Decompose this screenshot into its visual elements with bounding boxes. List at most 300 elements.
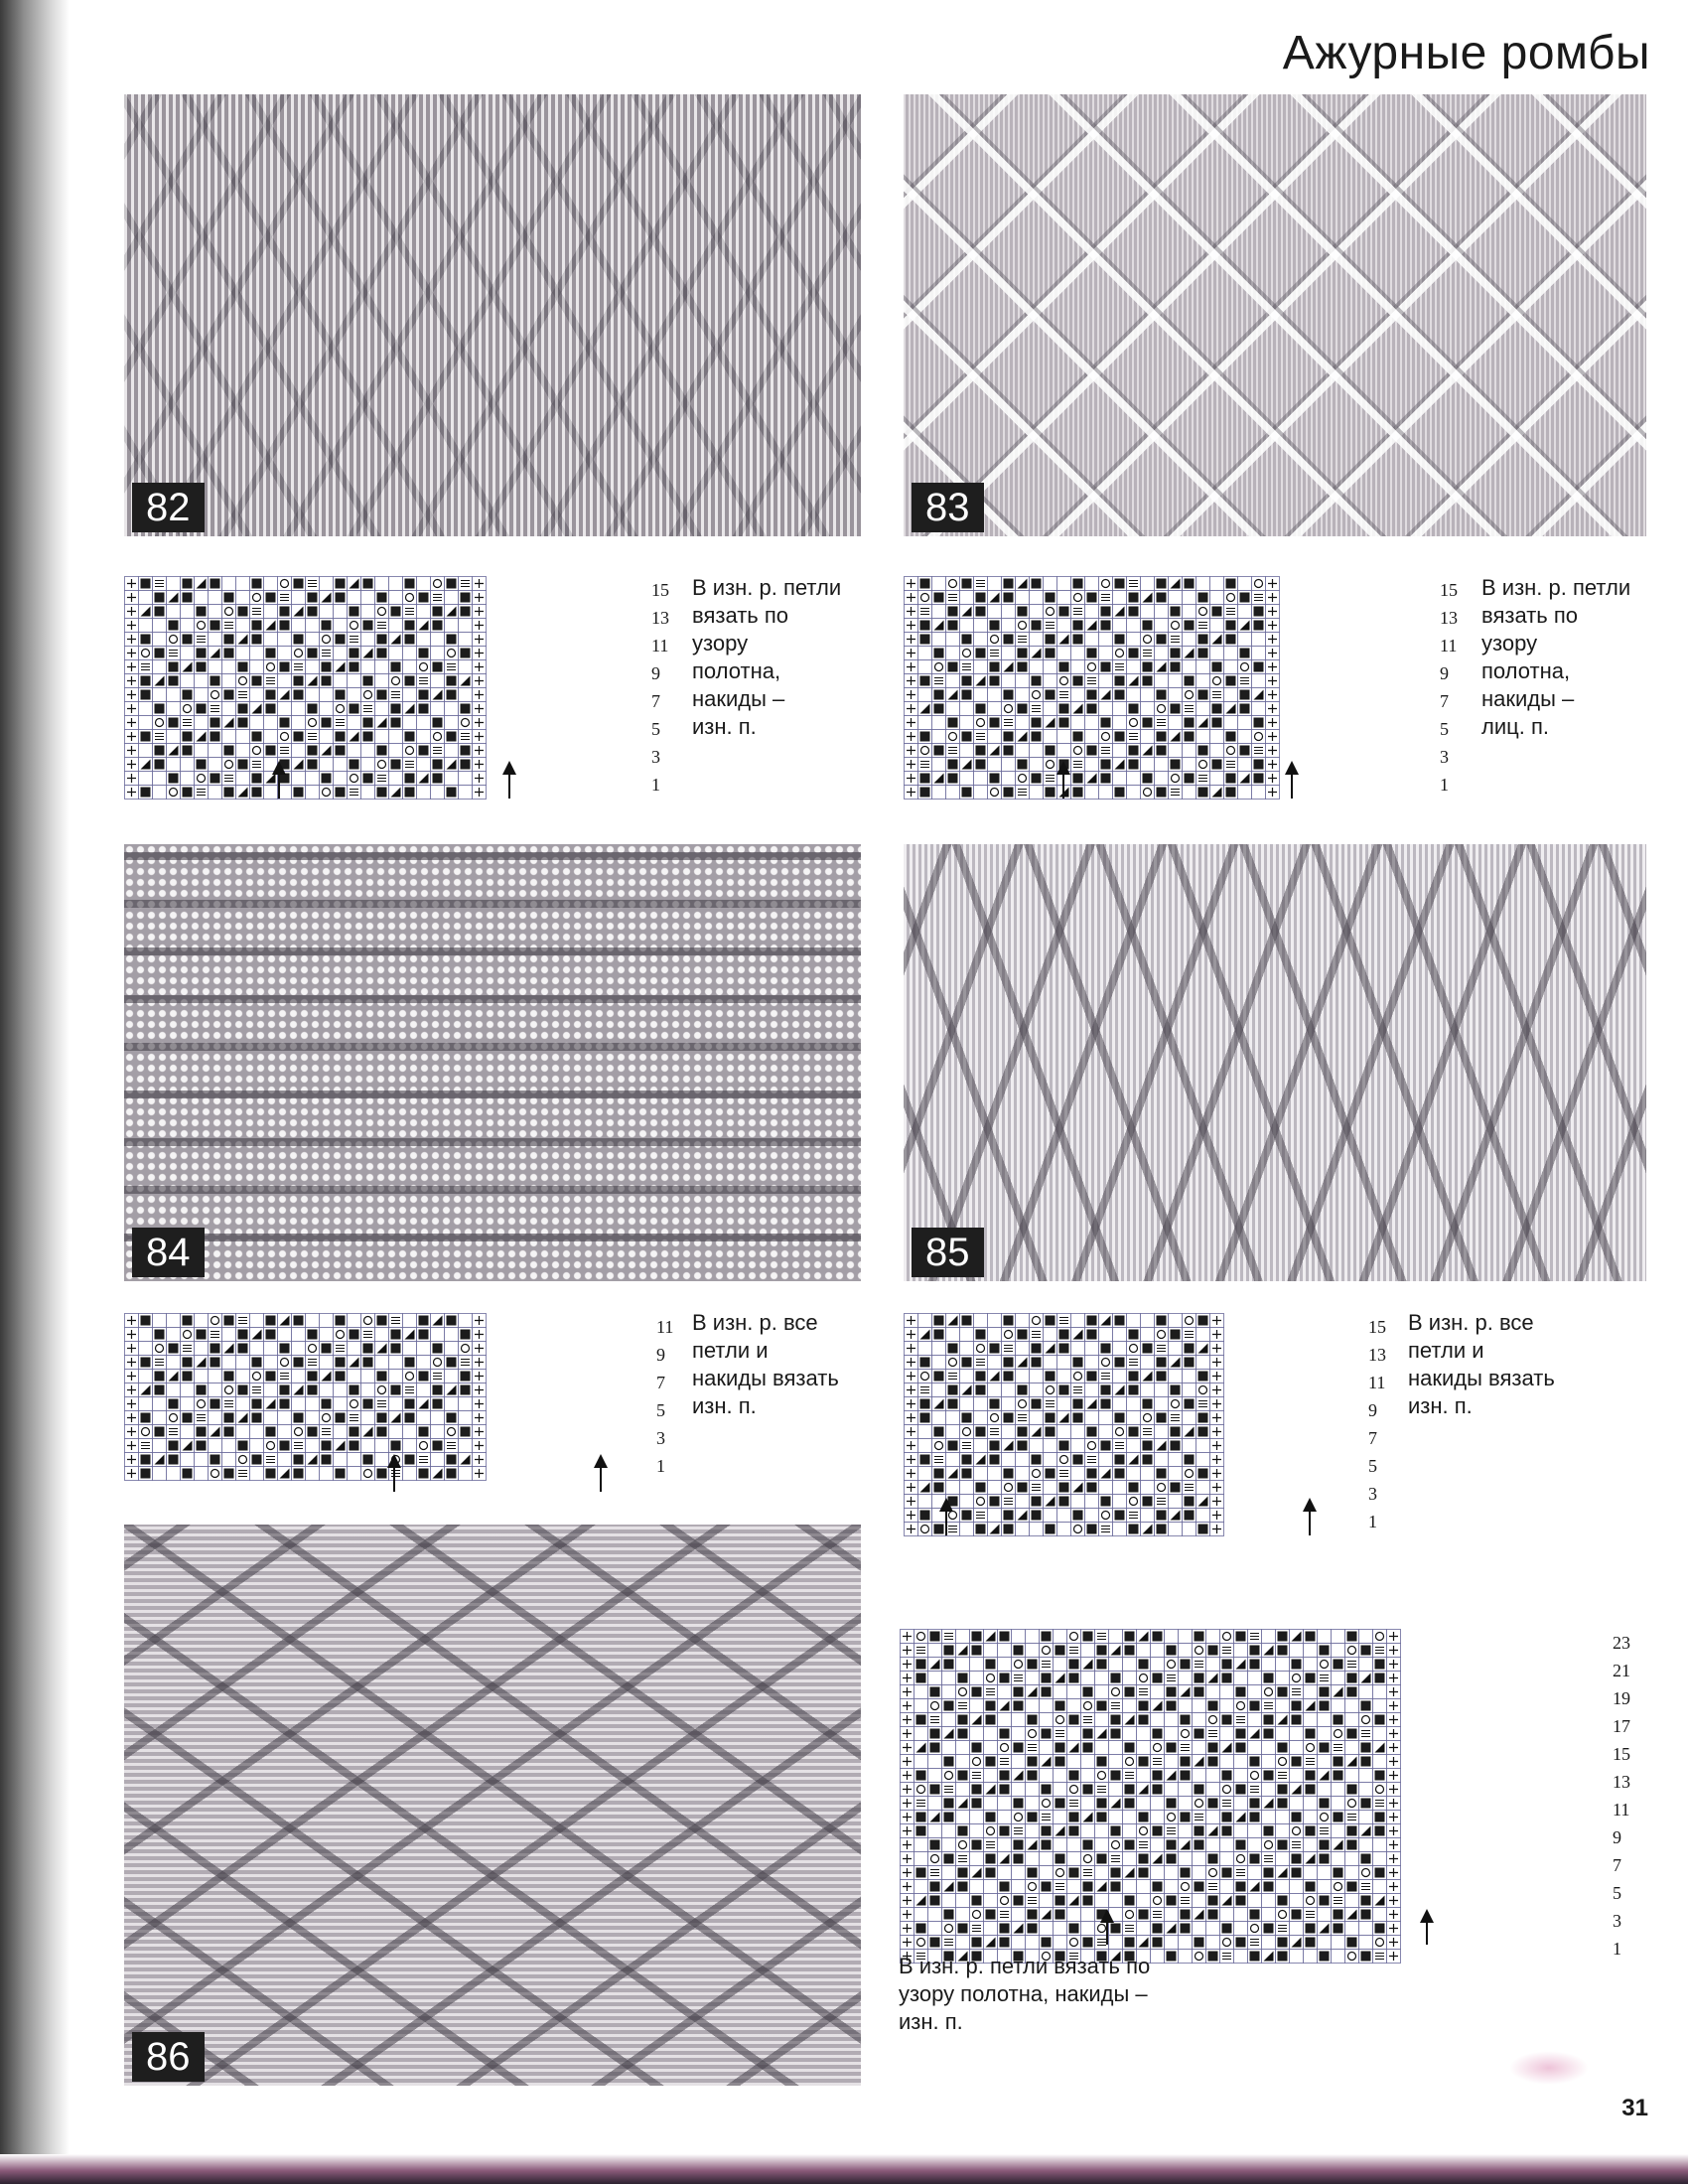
- chart-cell: [1113, 591, 1127, 605]
- chart-cell: [1210, 1425, 1224, 1439]
- chart-cell: [348, 1397, 361, 1411]
- chart-cell: [960, 591, 974, 605]
- chart-cell: [250, 1383, 264, 1397]
- chart-cell: [264, 1425, 278, 1439]
- chart-cell: [292, 647, 306, 660]
- chart-cell: [389, 619, 403, 633]
- chart-cell: [988, 1328, 1002, 1342]
- chart-cell: [1040, 1741, 1054, 1755]
- swatch-photo-84: [124, 844, 861, 1281]
- chart-cell: [960, 1523, 974, 1536]
- chart-cell: [1085, 1356, 1099, 1370]
- chart-cell: [918, 1425, 932, 1439]
- chart-cell: [984, 1838, 998, 1852]
- chart-cell: [1057, 1509, 1071, 1523]
- row-number: 15: [651, 580, 669, 600]
- chart-cell: [403, 758, 417, 772]
- chart-cell: [1169, 716, 1183, 730]
- chart-cell: [1123, 1797, 1137, 1811]
- chart-cell: [473, 1397, 487, 1411]
- chart-cell: [1224, 786, 1238, 800]
- chart-cell: [1113, 1411, 1127, 1425]
- chart-cell: [1276, 1727, 1290, 1741]
- chart-cell: [1002, 716, 1016, 730]
- chart-cell: [278, 619, 292, 633]
- chart-cell: [389, 577, 403, 591]
- chart-cell: [222, 647, 236, 660]
- chart-cell: [928, 1838, 942, 1852]
- chart-cell: [1057, 1439, 1071, 1453]
- chart-cell: [998, 1866, 1012, 1880]
- chart-cell: [1137, 1630, 1151, 1644]
- chart-cell: [334, 674, 348, 688]
- chart-cell: [1057, 1370, 1071, 1383]
- chart-cell: [1220, 1727, 1234, 1741]
- chart-cell: [361, 1356, 375, 1370]
- chart-cell: [1290, 1769, 1304, 1783]
- chart-cell: [306, 1411, 320, 1425]
- chart-cell: [403, 619, 417, 633]
- chart-cell: [334, 633, 348, 647]
- chart-cell: [1359, 1713, 1373, 1727]
- chart-cell: [1137, 1685, 1151, 1699]
- row-number: 3: [1613, 1911, 1621, 1931]
- chart-cell: [1016, 1467, 1030, 1481]
- chart-cell: [417, 619, 431, 633]
- chart-cell: [1071, 702, 1085, 716]
- chart-cell: [1044, 688, 1057, 702]
- chart-cell: [250, 730, 264, 744]
- chart-cell: [1137, 1811, 1151, 1824]
- chart-cell: [1290, 1699, 1304, 1713]
- chart-cell: [1137, 1908, 1151, 1922]
- chart-cell: [1210, 660, 1224, 674]
- chart-cell: [1109, 1880, 1123, 1894]
- chart-cell: [946, 1383, 960, 1397]
- chart-cell: [905, 1342, 918, 1356]
- chart-cell: [1067, 1713, 1081, 1727]
- chart-cell: [431, 1342, 445, 1356]
- chart-cell: [1002, 1370, 1016, 1383]
- chart-cell: [1304, 1852, 1318, 1866]
- chart-cell: [956, 1811, 970, 1824]
- chart-cell: [167, 1439, 181, 1453]
- chart-cell: [928, 1824, 942, 1838]
- chart-cell: [1155, 619, 1169, 633]
- chart-cell: [1095, 1672, 1109, 1685]
- chart-cell: [1085, 1370, 1099, 1383]
- chart-cell: [1165, 1797, 1179, 1811]
- chart-cell: [998, 1908, 1012, 1922]
- chart-cell: [1085, 1467, 1099, 1481]
- chart-cell: [932, 1523, 946, 1536]
- chart-cell: [1057, 1523, 1071, 1536]
- chart-cell: [932, 1383, 946, 1397]
- row-number: 11: [1613, 1800, 1630, 1820]
- chart-cell: [1085, 1411, 1099, 1425]
- chart-cell: [1016, 716, 1030, 730]
- chart-cell: [334, 772, 348, 786]
- chart-cell: [1040, 1852, 1054, 1866]
- chart-cell: [389, 758, 403, 772]
- chart-cell: [1387, 1699, 1401, 1713]
- chart-cell: [1123, 1852, 1137, 1866]
- chart-cell: [974, 1411, 988, 1425]
- chart-cell: [1071, 1370, 1085, 1383]
- chart-cell: [1054, 1797, 1067, 1811]
- chart-cell: [1196, 716, 1210, 730]
- chart-cell: [1099, 1467, 1113, 1481]
- chart-cell: [1054, 1713, 1067, 1727]
- chart-cell: [1262, 1644, 1276, 1658]
- chart-cell: [998, 1838, 1012, 1852]
- chart-cell: [222, 716, 236, 730]
- row-number: 1: [651, 775, 660, 795]
- chart-cell: [389, 1467, 403, 1481]
- chart-cell: [403, 577, 417, 591]
- chart-cell: [942, 1908, 956, 1922]
- chart-cell: [932, 660, 946, 674]
- chart-cell: [1262, 1713, 1276, 1727]
- chart-cell: [264, 674, 278, 688]
- chart-cell: [1165, 1866, 1179, 1880]
- chart-cell: [1040, 1866, 1054, 1880]
- chart-cell: [1109, 1699, 1123, 1713]
- chart-cell: [1210, 577, 1224, 591]
- chart-cell: [1151, 1644, 1165, 1658]
- chart-cell: [984, 1936, 998, 1950]
- chart-cell: [1113, 1342, 1127, 1356]
- chart-cell: [918, 1383, 932, 1397]
- chart-cell: [988, 605, 1002, 619]
- chart-cell: [1373, 1672, 1387, 1685]
- chart-cell: [918, 1314, 932, 1328]
- chart-cell: [209, 1425, 222, 1439]
- chart-cell: [445, 1425, 459, 1439]
- chart-cell: [445, 688, 459, 702]
- chart-cell: [1127, 1370, 1141, 1383]
- chart-cell: [1290, 1630, 1304, 1644]
- chart-cell: [1179, 1658, 1193, 1672]
- ink-smudge: [1509, 2051, 1589, 2085]
- chart-cell: [473, 619, 487, 633]
- chart-cell: [459, 605, 473, 619]
- chart-cell: [1141, 619, 1155, 633]
- chart-cell: [1044, 730, 1057, 744]
- chart-cell: [361, 619, 375, 633]
- chart-cell: [1238, 660, 1252, 674]
- chart-cell: [1123, 1644, 1137, 1658]
- chart-cell: [1141, 1509, 1155, 1523]
- repeat-arrow-86-left: [1106, 1921, 1108, 1945]
- chart-cell: [320, 1397, 334, 1411]
- chart-cell: [236, 1370, 250, 1383]
- chart-cell: [1304, 1936, 1318, 1950]
- chart-cell: [236, 730, 250, 744]
- chart-cell: [417, 730, 431, 744]
- chart-cell: [1276, 1783, 1290, 1797]
- chart-cell: [1137, 1866, 1151, 1880]
- chart-cell: [1137, 1644, 1151, 1658]
- chart-cell: [956, 1866, 970, 1880]
- chart-cell: [974, 660, 988, 674]
- chart-cell: [942, 1824, 956, 1838]
- chart-cell: [445, 702, 459, 716]
- chart-cell: [431, 591, 445, 605]
- chart-cell: [1183, 702, 1196, 716]
- chart-cell: [153, 674, 167, 688]
- chart-cell: [361, 1411, 375, 1425]
- chart-cell: [1165, 1685, 1179, 1699]
- chart-cell: [167, 1467, 181, 1481]
- chart-cell: [236, 1328, 250, 1342]
- chart-cell: [988, 619, 1002, 633]
- chart-cell: [1067, 1936, 1081, 1950]
- chart-cell: [1002, 786, 1016, 800]
- chart-cell: [1345, 1852, 1359, 1866]
- row-number: 17: [1613, 1716, 1630, 1736]
- chart-cell: [1373, 1630, 1387, 1644]
- chart-cell: [1155, 647, 1169, 660]
- chart-cell: [320, 1328, 334, 1342]
- chart-cell: [1169, 1411, 1183, 1425]
- chart-cell: [222, 1411, 236, 1425]
- chart-cell: [1224, 577, 1238, 591]
- chart-cell: [417, 1397, 431, 1411]
- chart-cell: [942, 1630, 956, 1644]
- chart-cell: [960, 1370, 974, 1383]
- chart-cell: [1155, 1425, 1169, 1439]
- chart-cell: [153, 1411, 167, 1425]
- chart-cell: [970, 1838, 984, 1852]
- chart-cell: [167, 1370, 181, 1383]
- chart-cell: [1040, 1797, 1054, 1811]
- chart-cell: [1304, 1630, 1318, 1644]
- chart-cell: [1234, 1658, 1248, 1672]
- chart-cell: [361, 660, 375, 674]
- chart-cell: [167, 577, 181, 591]
- book-spine-shadow: [0, 0, 70, 2184]
- note-82: В изн. р. петли вязать по узору полотна, накиды – изн. п.: [692, 575, 842, 739]
- chart-cell: [970, 1658, 984, 1672]
- chart-cell: [1169, 1495, 1183, 1509]
- chart-cell: [918, 660, 932, 674]
- chart-cell: [1234, 1852, 1248, 1866]
- chart-cell: [320, 605, 334, 619]
- chart-cell: [1387, 1783, 1401, 1797]
- chart-cell: [389, 772, 403, 786]
- chart-cell: [125, 772, 139, 786]
- chart-cell: [417, 1453, 431, 1467]
- chart-cell: [1127, 633, 1141, 647]
- chart-cell: [1067, 1769, 1081, 1783]
- chart-cell: [1262, 1811, 1276, 1824]
- chart-cell: [901, 1699, 914, 1713]
- chart-cell: [1234, 1685, 1248, 1699]
- chart-cell: [1345, 1880, 1359, 1894]
- repeat-arrow-83-right: [1291, 773, 1293, 799]
- row-number: 3: [656, 1428, 665, 1448]
- chart-cell: [1169, 758, 1183, 772]
- chart-cell: [1026, 1630, 1040, 1644]
- chart-cell: [334, 1314, 348, 1328]
- chart-cell: [1210, 1523, 1224, 1536]
- chart-cell: [1238, 647, 1252, 660]
- chart-cell: [1193, 1908, 1206, 1922]
- chart-cell: [1081, 1797, 1095, 1811]
- chart-cell: [1081, 1866, 1095, 1880]
- chart-cell: [1224, 660, 1238, 674]
- chart-cell: [1099, 1370, 1113, 1383]
- chart-cell: [473, 1370, 487, 1383]
- chart-cell: [1026, 1894, 1040, 1908]
- chart-cell: [209, 758, 222, 772]
- chart-cell: [1224, 730, 1238, 744]
- chart-cell: [1085, 730, 1099, 744]
- chart-cell: [1155, 660, 1169, 674]
- chart-cell: [901, 1685, 914, 1699]
- chart-cell: [946, 772, 960, 786]
- chart-cell: [956, 1685, 970, 1699]
- chart-cell: [1169, 605, 1183, 619]
- chart-cell: [375, 674, 389, 688]
- chart-cell: [1109, 1644, 1123, 1658]
- chart-cell: [956, 1783, 970, 1797]
- chart-cell: [984, 1880, 998, 1894]
- chart-cell: [960, 1314, 974, 1328]
- chart-cell: [209, 1342, 222, 1356]
- chart-cell: [292, 619, 306, 633]
- chart-cell: [375, 619, 389, 633]
- chart-cell: [1067, 1880, 1081, 1894]
- chart-cell: [984, 1908, 998, 1922]
- chart-cell: [236, 674, 250, 688]
- chart-cell: [1012, 1672, 1026, 1685]
- chart-cell: [1141, 577, 1155, 591]
- chart-cell: [1127, 1439, 1141, 1453]
- chart-cell: [1127, 1509, 1141, 1523]
- chart-cell: [1012, 1644, 1026, 1658]
- chart-cell: [1345, 1866, 1359, 1880]
- chart-cell: [1030, 674, 1044, 688]
- chart-cell: [292, 1328, 306, 1342]
- chart-cell: [1085, 591, 1099, 605]
- chart-cell: [1085, 688, 1099, 702]
- chart-cell: [1099, 605, 1113, 619]
- chart-cell: [125, 716, 139, 730]
- chart-cell: [988, 674, 1002, 688]
- row-numbers-84: [656, 1313, 673, 1480]
- chart-cell: [988, 591, 1002, 605]
- chart-cell: [1183, 674, 1196, 688]
- chart-cell: [946, 786, 960, 800]
- chart-cell: [1012, 1936, 1026, 1950]
- chart-cell: [1193, 1630, 1206, 1644]
- chart-cell: [970, 1936, 984, 1950]
- chart-cell: [403, 1453, 417, 1467]
- chart-cell: [1248, 1658, 1262, 1672]
- chart-cell: [1234, 1936, 1248, 1950]
- chart-cell: [1304, 1769, 1318, 1783]
- chart-cell: [1044, 674, 1057, 688]
- chart-cell: [928, 1783, 942, 1797]
- chart-cell: [1252, 702, 1266, 716]
- chart-cell: [1155, 1453, 1169, 1467]
- chart-cell: [431, 1383, 445, 1397]
- chart-cell: [1193, 1797, 1206, 1811]
- chart-cell: [209, 744, 222, 758]
- chart-cell: [1266, 674, 1280, 688]
- chart-cell: [1044, 605, 1057, 619]
- chart-cell: [946, 730, 960, 744]
- chart-cell: [942, 1894, 956, 1908]
- chart-cell: [236, 1411, 250, 1425]
- chart-cell: [1169, 1314, 1183, 1328]
- chart-cell: [431, 1370, 445, 1383]
- chart-cell: [1109, 1685, 1123, 1699]
- swatch-photo-83: [904, 94, 1646, 536]
- chart-cell: [306, 1397, 320, 1411]
- chart-cell: [473, 647, 487, 660]
- chart-cell: [984, 1797, 998, 1811]
- chart-cell: [445, 730, 459, 744]
- chart-cell: [1012, 1880, 1026, 1894]
- chart-cell: [459, 1314, 473, 1328]
- chart-cell: [1127, 744, 1141, 758]
- chart-cell: [1234, 1880, 1248, 1894]
- chart-cell: [932, 786, 946, 800]
- chart-cell: [1141, 744, 1155, 758]
- chart-cell: [222, 591, 236, 605]
- chart-cell: [348, 1453, 361, 1467]
- chart-cell: [306, 758, 320, 772]
- chart-cell: [1057, 688, 1071, 702]
- chart-cell: [209, 1439, 222, 1453]
- chart-cell: [1002, 758, 1016, 772]
- chart-cell: [1137, 1922, 1151, 1936]
- chart-cell: [974, 591, 988, 605]
- chart-cell: [901, 1727, 914, 1741]
- chart-cell: [1085, 1425, 1099, 1439]
- chart-cell: [1155, 730, 1169, 744]
- chart-cell: [1071, 744, 1085, 758]
- chart-cell: [375, 688, 389, 702]
- chart-cell: [1137, 1741, 1151, 1755]
- chart-cell: [1345, 1894, 1359, 1908]
- chart-cell: [348, 1411, 361, 1425]
- chart-cell: [1123, 1630, 1137, 1644]
- chart-cell: [1220, 1658, 1234, 1672]
- chart-cell: [195, 605, 209, 619]
- chart-cell: [1123, 1713, 1137, 1727]
- chart-cell: [1248, 1936, 1262, 1950]
- chart-cell: [974, 1314, 988, 1328]
- chart-cell: [1252, 674, 1266, 688]
- chart-cell: [1085, 744, 1099, 758]
- row-number: 15: [1613, 1744, 1630, 1764]
- chart-cell: [905, 1411, 918, 1425]
- chart-cell: [946, 758, 960, 772]
- chart-cell: [167, 1453, 181, 1467]
- chart-cell: [1071, 730, 1085, 744]
- chart-cell: [1113, 702, 1127, 716]
- chart-cell: [1238, 716, 1252, 730]
- chart-cell: [1127, 786, 1141, 800]
- chart-cell: [1071, 786, 1085, 800]
- chart-cell: [1085, 633, 1099, 647]
- chart-cell: [1387, 1922, 1401, 1936]
- chart-cell: [459, 786, 473, 800]
